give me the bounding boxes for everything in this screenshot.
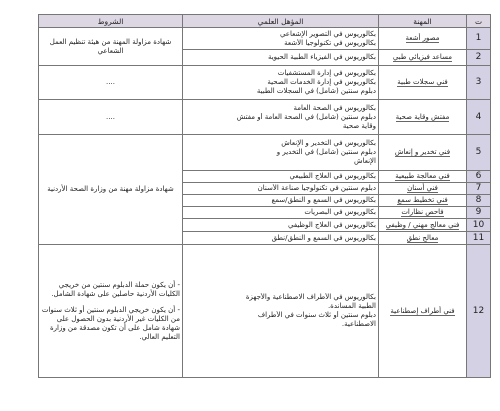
row-number: 2 — [467, 50, 491, 66]
profession-cell — [379, 50, 467, 66]
profession-cell — [379, 66, 467, 100]
profession-label: فني تخدير و إنعاش — [394, 148, 451, 156]
profession-label: فني تخطيط سمع — [397, 196, 448, 204]
qualification-cell — [183, 245, 379, 378]
qualification-cell — [183, 50, 379, 66]
qualification-line: بكالوريوس في تكنولوجيا الأشعة — [284, 38, 376, 47]
qualification-cell — [183, 195, 379, 207]
header-num: ت — [467, 15, 491, 28]
profession-cell — [379, 195, 467, 207]
qualification-line: بكالوريوس في العلاج الوظيفي — [288, 220, 376, 229]
spacer — [41, 299, 180, 306]
row-number: 5 — [467, 135, 491, 171]
profession-cell — [379, 183, 467, 195]
conditions-text: .... — [106, 78, 115, 86]
profession-cell — [379, 100, 467, 135]
qualification-line: بكالوريوس في التصوير الإشعاعي — [279, 29, 376, 38]
qualification-line: بكالوريوس في الفيزياء الطبية الحيوية — [267, 53, 376, 61]
table-row — [39, 245, 491, 378]
qualification-cell — [183, 219, 379, 232]
profession-cell — [379, 207, 467, 219]
qualification-cell — [183, 28, 379, 50]
profession-label: فاحص نظارات — [401, 208, 444, 216]
table-row — [39, 135, 491, 171]
table-row — [39, 28, 491, 50]
conditions-text: - أن يكون خريجي الدبلوم سنتين أو ثلاث سنوات من الكليات غير الأردنية بدون الحصول على شهادة شامل على أن تكون مصدقة من وزارة التعليم العالي. — [41, 305, 180, 341]
qualification-line: دبلوم سنتين في تكنولوجيا صناعة الأسنان — [257, 184, 376, 192]
qualification-line: الإنعاش — [354, 157, 376, 165]
profession-label: مساعد فيزيائي طبي — [392, 53, 453, 61]
profession-label: فني أسنان — [407, 184, 438, 192]
qualification-line: الاصطناعية. — [341, 320, 376, 328]
row-number: 7 — [467, 183, 491, 195]
row-number: 6 — [467, 171, 491, 183]
qualification-line: بكالوريوس في البصريات — [304, 208, 376, 216]
conditions-cell — [39, 100, 183, 135]
qualification-line: بكالوريوس في الصحة العامة — [293, 103, 376, 112]
profession-label: مصور أشعة — [405, 34, 440, 42]
qualification-line: دبلوم سنتين (شامل) في التخدير و — [276, 148, 376, 156]
profession-cell — [379, 28, 467, 50]
row-number: 11 — [467, 232, 491, 245]
qualification-cell — [183, 135, 379, 171]
qualification-line: بكالوريوس في السمع و النطق/سمع — [271, 196, 376, 204]
qualification-cell — [183, 207, 379, 219]
profession-cell — [379, 219, 467, 232]
qualification-line: وقاية صحية — [342, 121, 376, 130]
profession-cell — [379, 171, 467, 183]
profession-cell — [379, 232, 467, 245]
conditions-cell — [39, 135, 183, 245]
qualification-line: دبلوم سنتين (شامل) في السجلات الطبية — [256, 87, 376, 95]
qualification-cell — [183, 183, 379, 195]
qualification-line: بكالوريوس في إدارة المستشفيات — [277, 69, 376, 77]
header-profession: المهنة — [379, 15, 467, 28]
row-number: 3 — [467, 66, 491, 100]
row-number: 10 — [467, 219, 491, 232]
qualification-line: دبلوم سنتين (شامل) في الصحة العامة أو مفتش — [236, 112, 376, 121]
qualification-line: بكالوريوس في التخدير و الإنعاش — [281, 139, 376, 147]
qualification-line: بكالوريوس في السمع و النطق/نطق — [271, 233, 376, 242]
profession-label: فني معالج مهني / وظيفي — [385, 220, 460, 229]
header-conditions: الشروط — [39, 15, 183, 28]
qualification-line: بكالوريوس في العلاج الطبيعي — [289, 172, 376, 180]
row-number: 9 — [467, 207, 491, 219]
qualification-line: دبلوم سنتين أو ثلاث سنوات في الأطراف — [257, 311, 376, 319]
conditions-cell — [39, 28, 183, 66]
professions-table — [38, 14, 491, 378]
conditions-cell — [39, 66, 183, 100]
conditions-cell — [39, 245, 183, 378]
qualification-line: بكالوريوس في الأطراف الاصطناعية والأجهزة — [245, 293, 376, 301]
qualification-cell — [183, 66, 379, 100]
profession-label: فني سجلات طبية — [397, 78, 448, 86]
qualification-cell — [183, 100, 379, 135]
qualification-cell — [183, 232, 379, 245]
header-qualification: المؤهل العلمي — [183, 15, 379, 28]
row-number: 12 — [467, 245, 491, 378]
profession-cell — [379, 135, 467, 171]
qualification-cell — [183, 171, 379, 183]
profession-label: فني أطراف إصطناعية — [390, 306, 455, 315]
profession-label: فني معالجة طبيعية — [395, 172, 450, 180]
profession-label: معالج نطق — [406, 233, 439, 242]
row-number: 8 — [467, 195, 491, 207]
profession-label: مفتش وقاية صحية — [395, 112, 450, 121]
conditions-text: شهادة مزاولة المهنة من هيئة تنظيم العمل الشعاعي — [49, 37, 172, 55]
row-number: 1 — [467, 28, 491, 50]
qualification-line: بكالوريوس في إدارة الخدمات الصحية — [267, 78, 376, 86]
header-row — [39, 15, 491, 28]
conditions-text: .... — [106, 112, 115, 121]
conditions-text: - أن يكون حملة الدبلوم سنتين من خريجي الكليات الأردنية حاصلين على شهادة الشامل. — [51, 280, 180, 298]
table-row — [39, 100, 491, 135]
conditions-text: شهادة مزاولة مهنة من وزارة الصحة الأردنية — [47, 185, 174, 193]
qualification-line: الطبية المساندة. — [327, 302, 376, 310]
table-row — [39, 66, 491, 100]
row-number: 4 — [467, 100, 491, 135]
profession-cell — [379, 245, 467, 378]
